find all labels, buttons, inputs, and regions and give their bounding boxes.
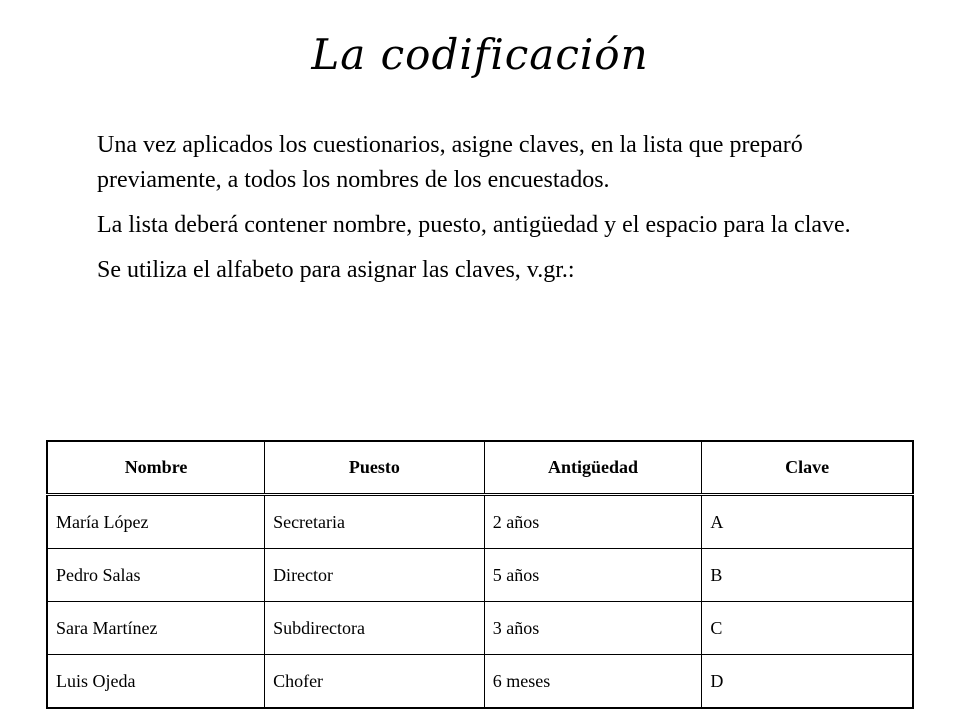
paragraph-alphabet-note: Se utiliza el alfabeto para asignar las claves, v.gr.: [97, 257, 575, 283]
cell-antiguedad: 3 años [484, 602, 702, 655]
page-title: La codificación [311, 30, 649, 79]
cell-nombre: Luis Ojeda [47, 655, 265, 709]
cell-antiguedad: 2 años [484, 495, 702, 549]
paragraph-list-contents: La lista deberá contener nombre, puesto, antigüedad y el espacio para la clave. [97, 212, 851, 238]
cell-nombre: Pedro Salas [47, 549, 265, 602]
codes-table [46, 440, 914, 709]
cell-clave: A [702, 495, 913, 549]
header-nombre: Nombre [47, 441, 265, 495]
paragraph-instructions: Una vez aplicados los cuestionarios, asigne claves, en la lista que preparó previamente, a todos los nombres de los encuestados. [97, 132, 803, 193]
cell-clave: C [702, 602, 913, 655]
cell-antiguedad: 6 meses [484, 655, 702, 709]
cell-clave: B [702, 549, 913, 602]
cell-nombre: Sara Martínez [47, 602, 265, 655]
cell-clave: D [702, 655, 913, 709]
header-clave: Clave [702, 441, 913, 495]
header-puesto: Puesto [265, 441, 485, 495]
cell-puesto: Chofer [265, 655, 485, 709]
table-row [47, 495, 913, 549]
cell-puesto: Secretaria [265, 495, 485, 549]
body-text [97, 128, 927, 298]
table-row [47, 602, 913, 655]
cell-puesto: Director [265, 549, 485, 602]
table-row [47, 549, 913, 602]
table-row [47, 655, 913, 709]
table-header-row [47, 441, 913, 495]
cell-nombre: María López [47, 495, 265, 549]
cell-antiguedad: 5 años [484, 549, 702, 602]
cell-puesto: Subdirectora [265, 602, 485, 655]
header-antiguedad: Antigüedad [484, 441, 702, 495]
